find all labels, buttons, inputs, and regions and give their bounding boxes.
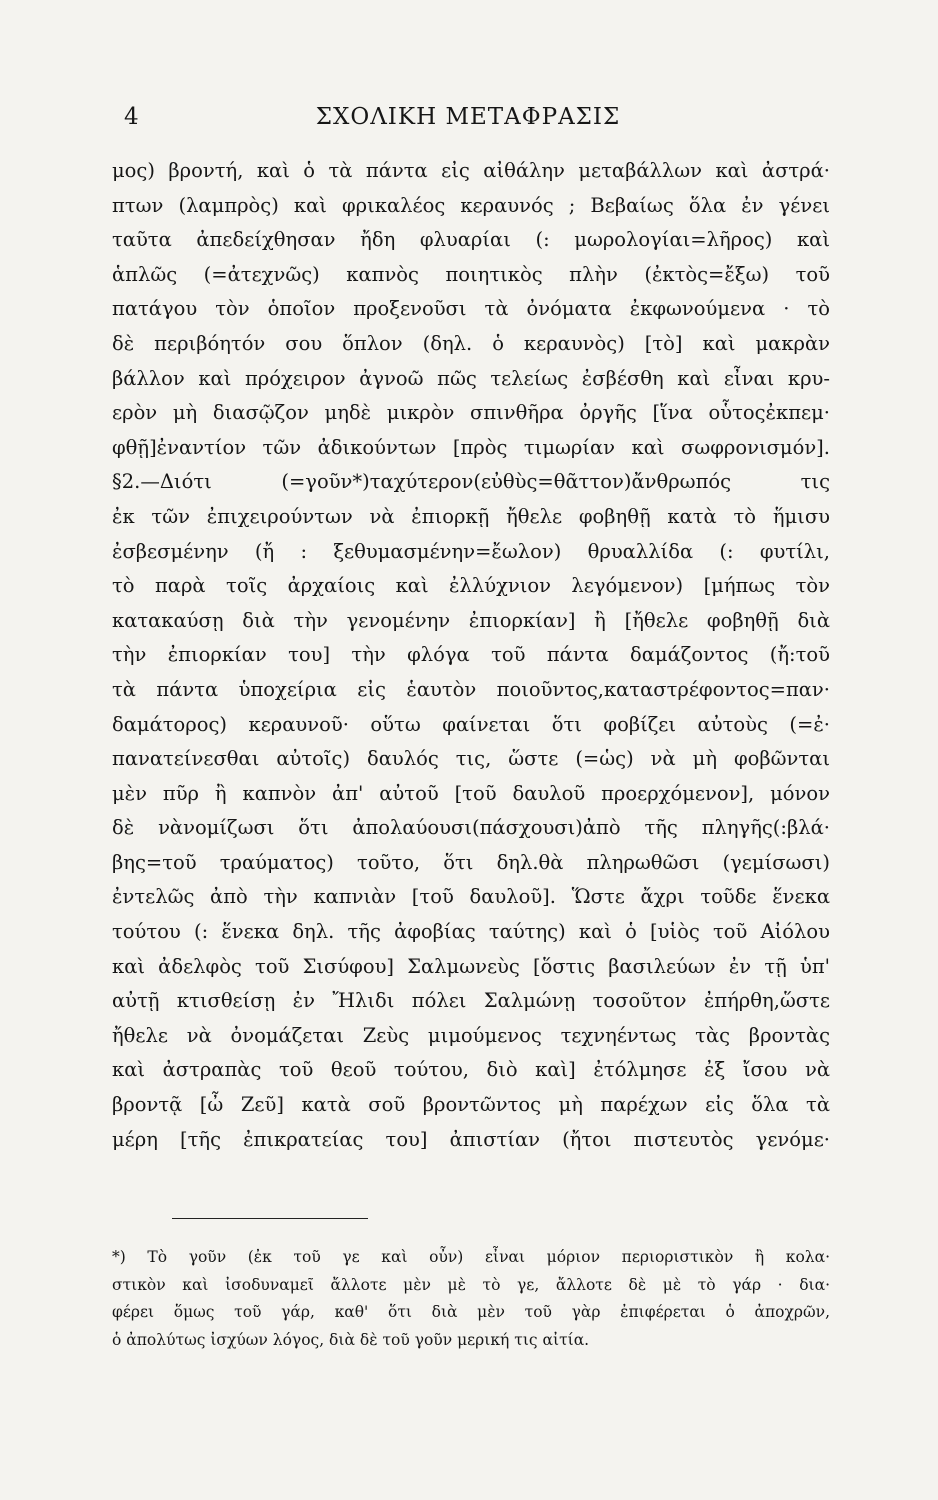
text-line: βροντᾷ [ὦ Ζεῦ] κατὰ σοῦ βροντῶντος μὴ παρέχων εἰς ὅλα τὰ: [112, 1093, 830, 1117]
text-line: ἐκ τῶν ἐπιχειρούντων νὰ ἐπιορκῇ ἤθελε φοβηθῇ κατὰ τὸ ἥμισυ: [112, 504, 830, 528]
text-line: πτων (λαμπρὸς) καὶ φρικαλέος κεραυνός ; Βεβαίως ὅλα ἐν γένει: [112, 193, 830, 217]
text-line: τὰ πάντα ὑποχείρια εἰς ἑαυτὸν ποιοῦντος,καταστρέφοντος=παν·: [112, 677, 830, 701]
text-line: ταῦτα ἀπεδείχθησαν ἤδη φλυαρίαι (: μωρολογίαι=λῆρος) καὶ: [112, 228, 830, 252]
page-header: [110, 104, 826, 144]
text-line: ἐντελῶς ἀπὸ τὴν καπνιὰν [τοῦ δαυλοῦ]. Ὥστε ἄχρι τοῦδε ἕνεκα: [112, 885, 830, 909]
footnote-separator: [172, 1218, 368, 1219]
running-head-title: ΣΧΟΛΙΚΗ ΜΕΤΑΦΡΑΣΙΣ: [315, 104, 621, 130]
text-line: βάλλον καὶ πρόχειρον ἀγνοῶ πῶς τελείως ἐσβέσθη καὶ εἶναι κρυ-: [112, 366, 830, 390]
page-number: 4: [124, 104, 139, 130]
footnote-line: στικὸν καὶ ἰσοδυναμεῖ ἄλλοτε μὲν μὲ τὸ γε, ἄλλοτε δὲ μὲ τὸ γάρ · δια·: [112, 1275, 830, 1294]
text-line: δὲ νὰνομίζωσι ὅτι ἀπολαύουσι(πάσχουσι)ἀπὸ τῆς πληγῆς(:βλά·: [112, 816, 830, 840]
footnote-line: ὁ ἀπολύτως ἰσχύων λόγος, διὰ δὲ τοῦ γοῦν μερική τις αἰτία.: [112, 1330, 590, 1349]
text-line: §2.—Διότι (=γοῦν*)ταχύτερον(εὐθὺς=θᾶττον)ἄνθρωπός τις: [112, 470, 830, 494]
text-line: ἐσβεσμένην (ἤ : ξεθυμασμένην=ἔωλον) θρυαλλίδα (: φυτίλι,: [112, 539, 830, 563]
text-line: ἤθελε νὰ ὀνομάζεται Ζεὺς μιμούμενος τεχνηέντως τὰς βροντὰς: [112, 1023, 830, 1047]
main-text-block: [112, 154, 830, 1157]
footnote-line: *) Τὸ γοῦν (ἐκ τοῦ γε καὶ οὖν) εἶναι μόριον περιοριστικὸν ἢ κολα·: [112, 1248, 830, 1266]
text-line: τὸ παρὰ τοῖς ἀρχαίοις καὶ ἐλλύχνιον λεγόμενον) [μήπως τὸν: [112, 574, 830, 598]
text-line: αὐτῇ κτισθείσῃ ἐν Ἤλιδι πόλει Σαλμώνῃ τοσοῦτον ἐπήρθη,ὥστε: [112, 989, 830, 1013]
text-line: πατάγου τὸν ὁποῖον προξενοῦσι τὰ ὀνόματα ἐκφωνούμενα · τὸ: [112, 297, 830, 321]
text-line: μος) βροντή, καὶ ὁ τὰ πάντα εἰς αἰθάλην μεταβάλλων καὶ ἀστρά·: [112, 159, 830, 182]
text-line: τούτου (: ἕνεκα δηλ. τῆς ἀφοβίας ταύτης) καὶ ὁ [υἱὸς τοῦ Αἰόλου: [112, 920, 830, 944]
text-line: καὶ ἀδελφὸς τοῦ Σισύφου] Σαλμωνεὺς [ὅστις βασιλεύων ἐν τῇ ὑπ': [112, 954, 830, 978]
text-line: μέρη [τῆς ἐπικρατείας του] ἀπιστίαν (ἤτοι πιστευτὸς γενόμε·: [112, 1127, 830, 1151]
text-line: δαμάτορος) κεραυνοῦ· οὕτω φαίνεται ὅτι φοβίζει αὐτοὺς (=ἐ·: [112, 712, 830, 736]
text-line: τὴν ἐπιορκίαν του] τὴν φλόγα τοῦ πάντα δαμάζοντος (ἤ:τοῦ: [112, 643, 830, 667]
footnote-line: φέρει ὅμως τοῦ γάρ, καθ' ὅτι διὰ μὲν τοῦ γὰρ ἐπιφέρεται ὁ ἀποχρῶν,: [112, 1303, 830, 1321]
text-line: ἁπλῶς (=ἀτεχνῶς) καπνὸς ποιητικὸς πλὴν (ἐκτὸς=ἔξω) τοῦ: [112, 262, 830, 286]
text-line: ερὸν μὴ διασῷζον μηδὲ μικρὸν σπινθῆρα ὀργῆς [ἵνα οὗτοςἐκπεμ·: [112, 401, 830, 425]
text-line: δὲ περιβόητόν σου ὅπλον (δηλ. ὁ κεραυνὸς) [τὸ] καὶ μακρὰν: [112, 331, 830, 355]
footnote-block: [112, 1244, 830, 1354]
text-line: φθῇ]ἐναντίον τῶν ἀδικούντων [πρὸς τιμωρίαν καὶ σωφρονισμόν].: [112, 435, 830, 459]
text-line: καὶ ἀστραπὰς τοῦ θεοῦ τούτου, διὸ καὶ] ἐτόλμησε ἐξ ἴσου νὰ: [112, 1058, 830, 1082]
text-line: πανατείνεσθαι αὐτοῖς) δαυλός τις, ὥστε (=ὡς) νὰ μὴ φοβῶνται: [112, 747, 830, 771]
text-line: μὲν πῦρ ἢ καπνὸν ἀπ' αὐτοῦ [τοῦ δαυλοῦ προερχόμενον], μόνον: [112, 781, 830, 805]
text-line: κατακαύσῃ διὰ τὴν γενομένην ἐπιορκίαν] ἢ [ἤθελε φοβηθῇ διὰ: [112, 608, 830, 632]
text-line: βης=τοῦ τραύματος) τοῦτο, ὅτι δηλ.θὰ πληρωθῶσι (γεμίσωσι): [112, 850, 830, 874]
